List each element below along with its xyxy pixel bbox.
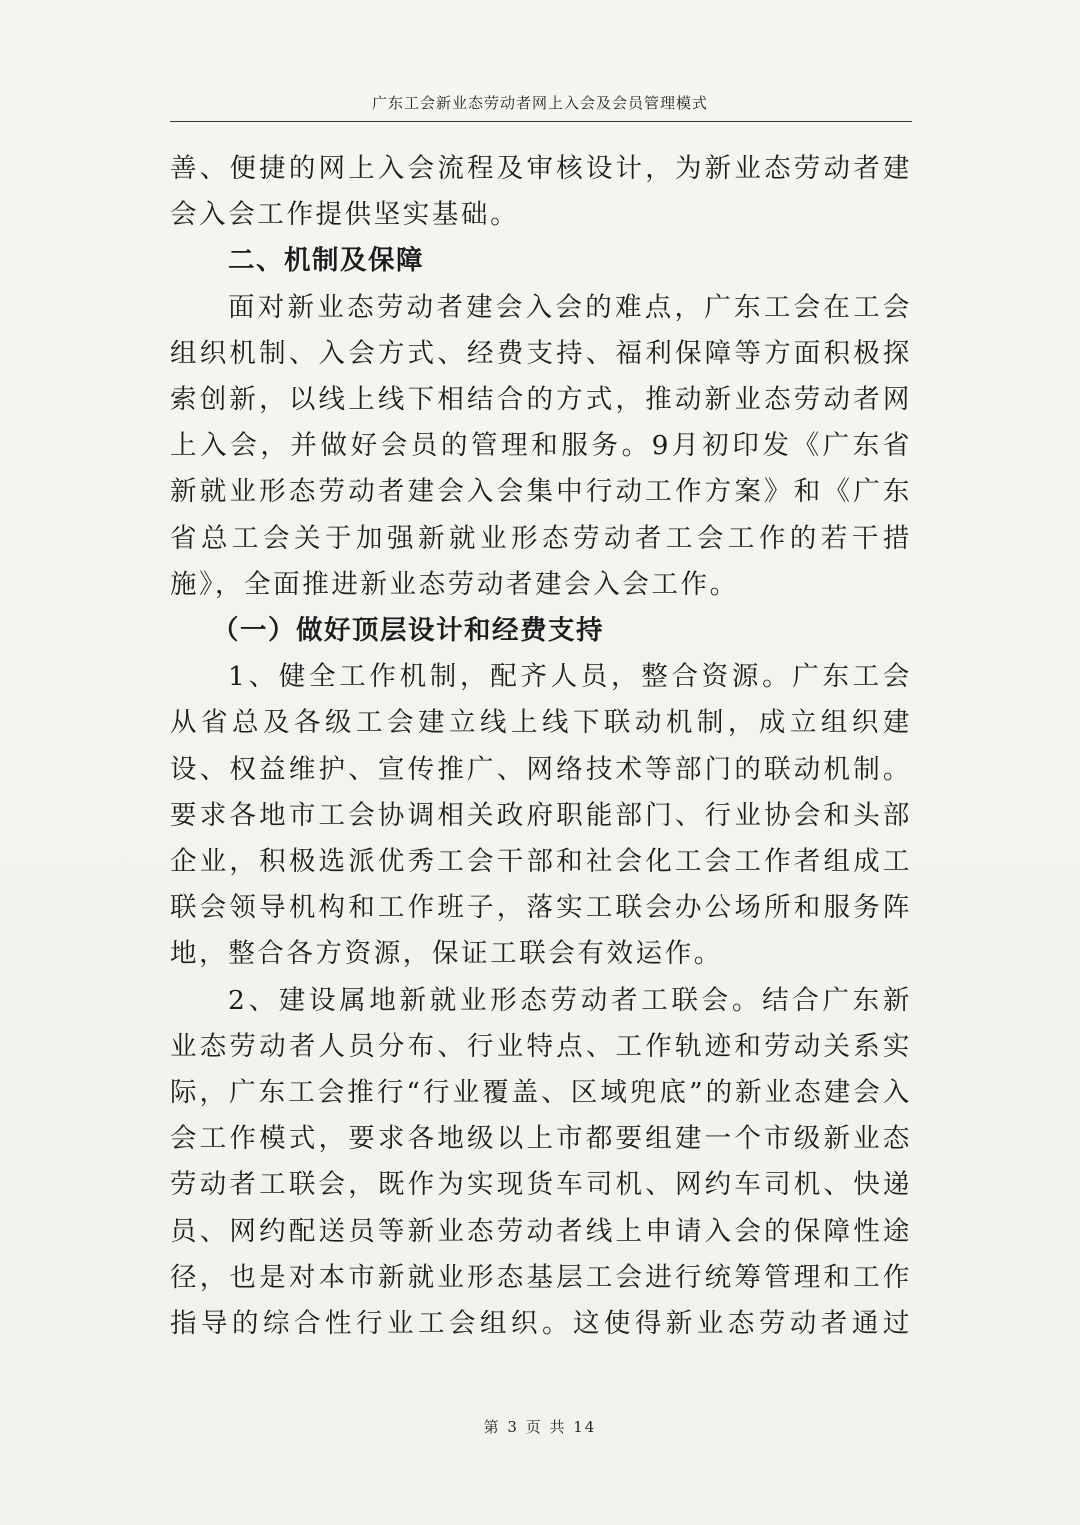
paragraph-mechanism: 面对新业态劳动者建会入会的难点，广东工会在工会组织机制、入会方式、经费支持、福利保障等方面积极探索创新，以线上线下相结合的方式，推动新业态劳动者网上入会，并做好会员的管理和服务。9月初印发《广东省新就业形态劳动者建会入会集中行动工作方案》和《广东省总工会关于加强新就业形态劳动者工会工作的若干措施》，全面推进新业态劳动者建会入会工作。	[170, 291, 912, 600]
paragraph-item-2: 2、建设属地新就业形态劳动者工联会。结合广东新业态劳动者人员分布、行业特点、工作轨迹和劳动关系实际，广东工会推行“行业覆盖、区域兜底”的新业态建会入会工作模式，要求各地级以上市都要组建一个市级新业态劳动者工联会，既作为实现货车司机、网约车司机、快递员、网约配送员等新业态劳动者线上申请入会的保障性途径，也是对本市新就业形态基层工会进行统筹管理和工作指导的综合性行业工会组织。这使得新业态劳动者通过	[170, 984, 912, 1340]
header-rule	[170, 121, 912, 122]
page-number: 第 3 页 共 14	[483, 1418, 597, 1436]
paragraph-continued: 善、便捷的网上入会流程及审核设计，为新业态劳动者建会入会工作提供坚实基础。	[170, 153, 912, 231]
paragraph-item-1: 1、健全工作机制，配齐人员，整合资源。广东工会从省总及各级工会建立线上线下联动机制，成立组织建设、权益维护、宣传推广、网络技术等部门的联动机制。要求各地市工会协调相关政府职能部门、行业协会和头部企业，积极选派优秀工会干部和社会化工会工作者组成工联会领导机构和工作班子，落实工联会办公场所和服务阵地，整合各方资源，保证工联会有效运作。	[170, 661, 912, 970]
running-header: 广东工会新业态劳动者网上入会及会员管理模式	[371, 94, 708, 112]
subsection-heading: （一）做好顶层设计和经费支持	[212, 615, 604, 647]
document-body	[170, 146, 912, 1347]
section-heading: 二、机制及保障	[228, 245, 424, 277]
